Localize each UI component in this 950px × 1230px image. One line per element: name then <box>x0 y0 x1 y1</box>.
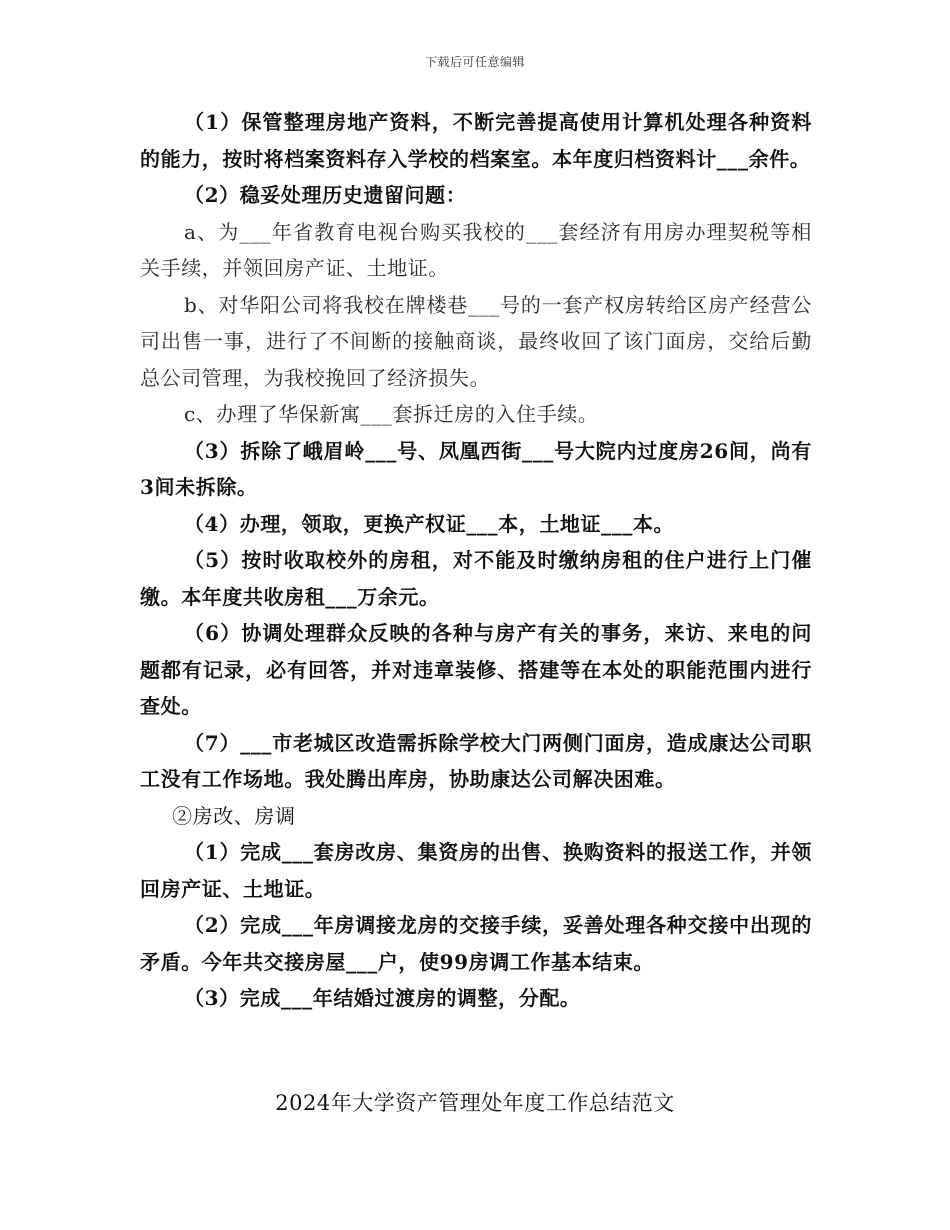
paragraph: （5）按时收取校外的房租，对不能及时缴纳房租的住户进行上门催缴。本年度共收房租___万余元。 <box>140 548 812 609</box>
body-text <box>140 104 812 1017</box>
paragraph: （2）稳妥处理历史遗留问题： <box>184 183 467 207</box>
paragraph: （7）___市老城区改造需拆除学校大门两侧门面房，造成康达公司职工没有工作场地。我处腾出库房，协助康达公司解决困难。 <box>140 730 812 791</box>
header-note: 下载后可任意编辑 <box>424 55 525 69</box>
document-title: 2024年大学资产管理处年度工作总结范文 <box>275 1091 675 1115</box>
paragraph: （1）保管整理房地产资料，不断完善提高使用计算机处理各种资料的能力，按时将档案资料存入学校的档案室。本年度归档资料计___余件。 <box>140 110 812 171</box>
paragraph: （6）协调处理群众反映的各种与房产有关的事务，来访、来电的问题都有记录，必有回答，并对违章装修、搭建等在本处的职能范围内进行查处。 <box>140 621 812 718</box>
paragraph: （3）完成___年结婚过渡房的调整，分配。 <box>184 986 581 1010</box>
paragraph: a、为___年省教育电视台购买我校的___套经济有用房办理契税等相关手续，并领回房产证、土地证。 <box>140 219 812 280</box>
paragraph: （1）完成___套房改房、集资房的出售、换购资料的报送工作，并领回房产证、土地证。 <box>140 840 812 901</box>
paragraph: （2）完成___年房调接龙房的交接手续，妥善处理各种交接中出现的矛盾。今年共交接房屋___户，使99房调工作基本结束。 <box>140 913 812 974</box>
paragraph: c、办理了华保新寓___套拆迁房的入住手续。 <box>184 402 599 426</box>
paragraph: （3）拆除了峨眉岭___号、凤凰西街___号大院内过度房26间，尚有3间未拆除。 <box>140 438 812 499</box>
paragraph: b、对华阳公司将我校在牌楼巷___号的一套产权房转给区房产经营公司出售一事，进行了不间断的接触商谈，最终收回了该门面房，交给后勤总公司管理，为我校挽回了经济损失。 <box>140 292 812 390</box>
paragraph: （4）办理，领取，更换产权证___本，土地证___本。 <box>184 511 675 536</box>
section-heading: ②房改、房调 <box>172 803 296 828</box>
